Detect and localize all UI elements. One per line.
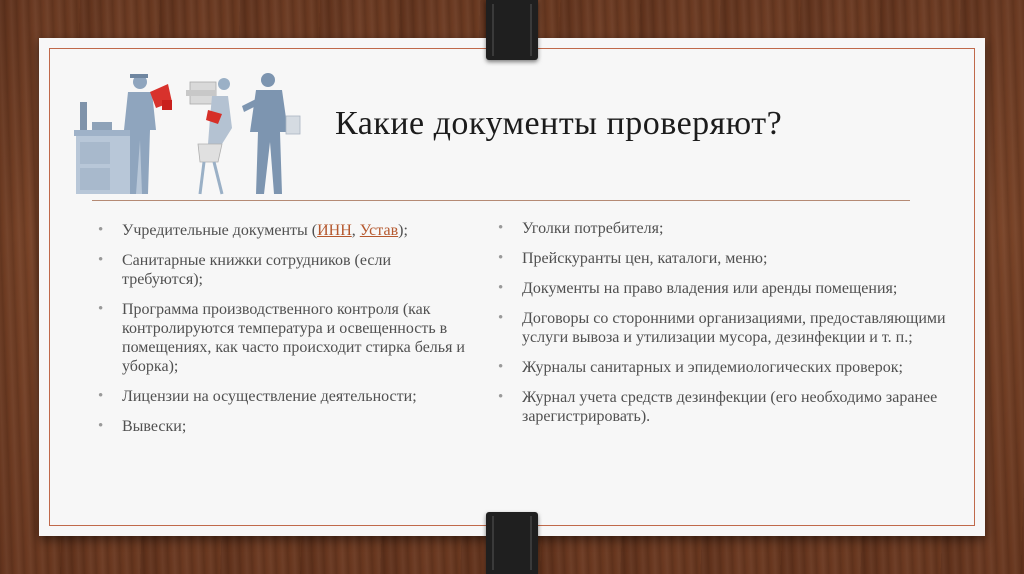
list-item: • Документы на право владения или аренды помещения; xyxy=(498,280,898,297)
ustav-link[interactable]: Устав xyxy=(359,222,399,239)
list-item: • Лицензии на осуществление деятельности; xyxy=(98,388,417,405)
list-item: • Программа производственного контроля (как контролируются температура и освещенность в помещениях, как часто происходит стирка белья и уборка); xyxy=(98,301,465,375)
bullet: • xyxy=(498,310,504,326)
right-document-list xyxy=(498,219,972,437)
man-suit-figure xyxy=(242,73,300,194)
binder-clip-top xyxy=(486,0,538,60)
bullet: • xyxy=(498,250,504,266)
inn-link[interactable]: ИНН xyxy=(317,222,352,239)
inspection-illustration xyxy=(72,70,317,196)
bullet: • xyxy=(498,389,504,405)
list-item: • Санитарные книжки сотрудников (если требуются); xyxy=(98,252,392,288)
bullet: • xyxy=(98,418,104,434)
binder-clip-bottom xyxy=(486,512,538,574)
woman-figure xyxy=(186,78,232,194)
left-document-list xyxy=(98,221,467,447)
list-item: • Журналы санитарных и эпидемиологических проверок; xyxy=(498,359,903,376)
bullet: • xyxy=(98,222,104,238)
bullet: • xyxy=(98,252,104,268)
list-item: • Уголки потребителя; xyxy=(498,220,664,237)
bullet: • xyxy=(498,280,504,296)
list-item: • Учредительные документы (ИНН, Устав); xyxy=(98,222,408,239)
bullet: • xyxy=(498,359,504,375)
list-item: • Журнал учета средств дезинфекции (его необходимо заранее зарегистрировать). xyxy=(498,389,938,425)
list-item: • Договоры со сторонними организациями, предоставляющими услуги вывоза и утилизации мусора, дезинфекции и т. п.; xyxy=(498,310,946,346)
title-divider xyxy=(92,200,910,201)
list-item: • Вывески; xyxy=(98,418,187,435)
list-item: • Прейскуранты цен, каталоги, меню; xyxy=(498,250,768,267)
bullet: • xyxy=(498,220,504,236)
bullet: • xyxy=(98,301,104,317)
slide-title: Какие документы проверяют? xyxy=(335,105,783,142)
bullet: • xyxy=(98,388,104,404)
